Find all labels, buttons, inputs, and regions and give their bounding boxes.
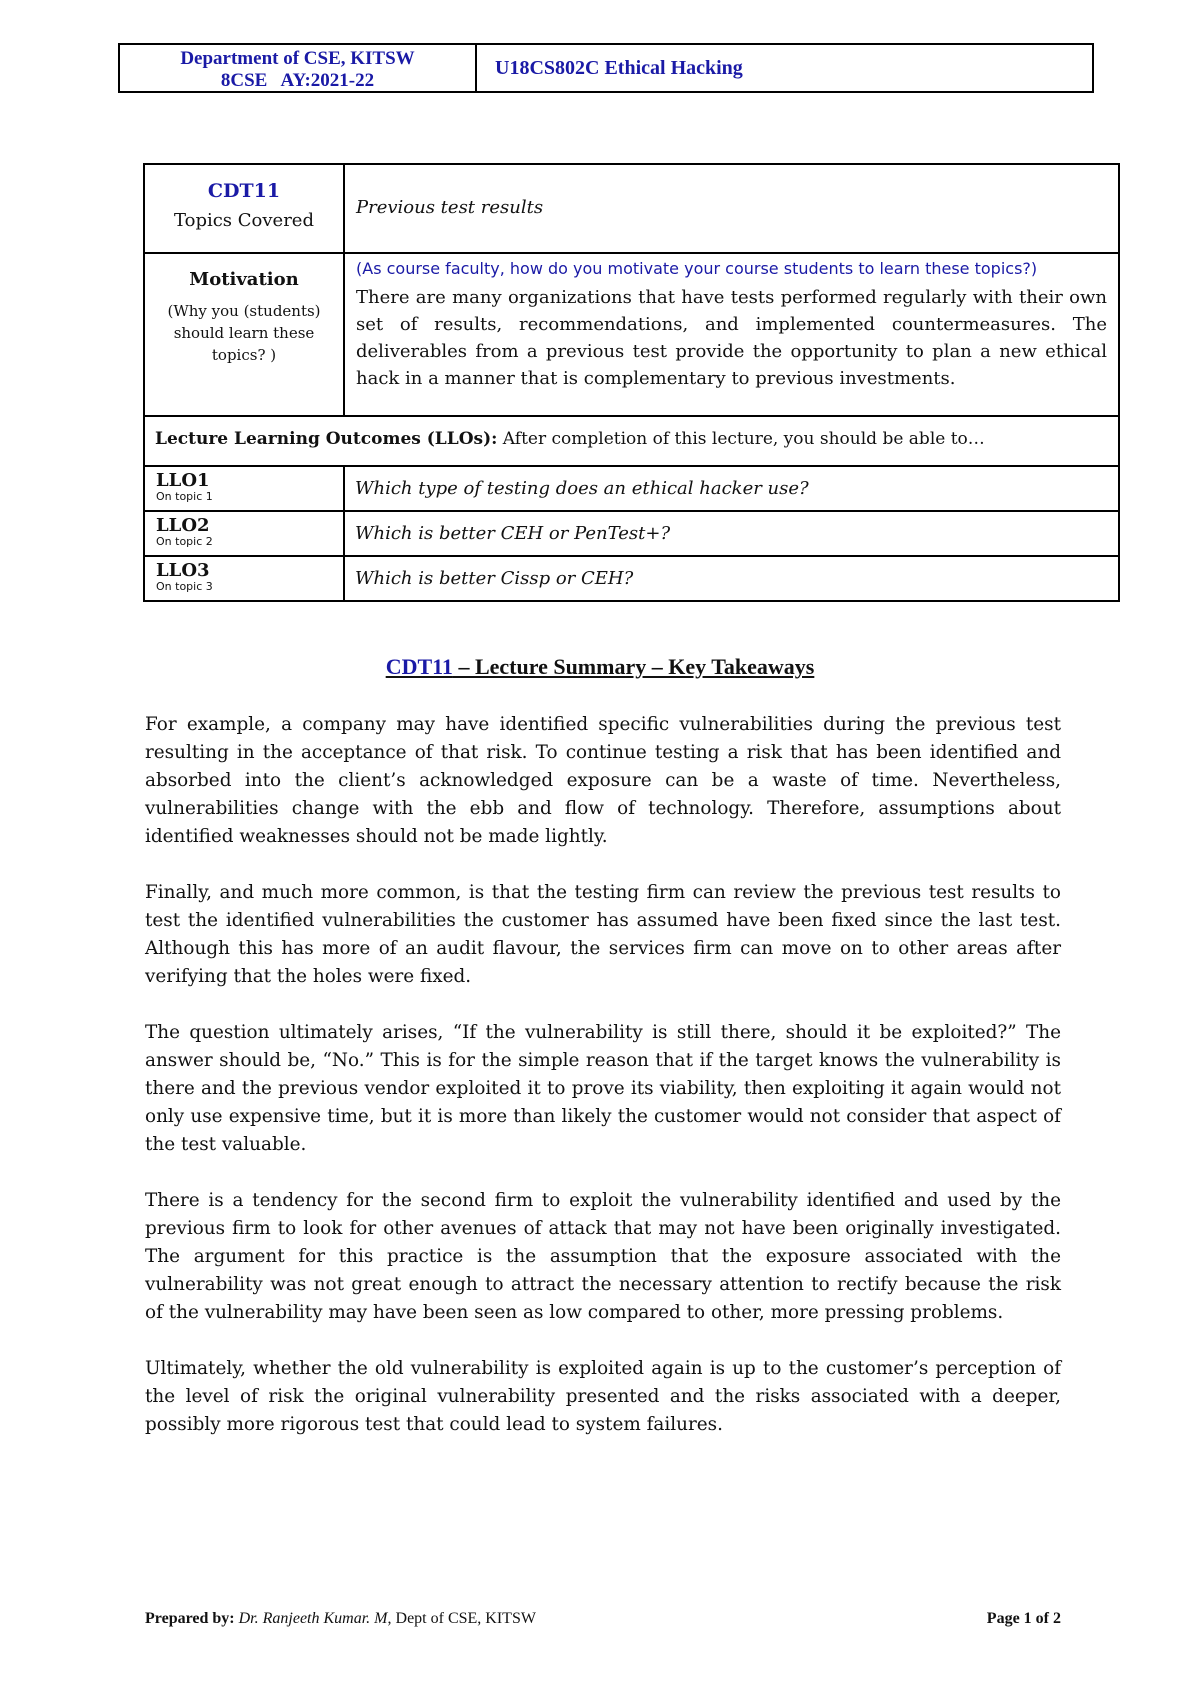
motivation-title: Motivation: [189, 269, 299, 290]
header-department: Department of CSE, KITSW: [180, 48, 415, 69]
llo-code: LLO3: [156, 560, 210, 581]
topic-text: Previous test results: [356, 197, 544, 218]
llo-topic: On topic 1: [156, 490, 213, 503]
footer-prepared-by: [145, 1610, 536, 1628]
cdt-table: [143, 163, 1120, 602]
llo-code: LLO2: [156, 515, 210, 536]
topic-cell: [144, 164, 344, 253]
summary-body: [145, 711, 1061, 1467]
document-header: [118, 43, 1094, 93]
summary-title-text: – Lecture Summary – Key Takeaways: [452, 654, 815, 679]
llo-code-cell: [144, 556, 344, 601]
llo-code: LLO1: [156, 470, 210, 491]
llo-topic: On topic 3: [156, 580, 213, 593]
llo-row: [144, 556, 1119, 601]
topic-code: CDT11: [207, 180, 281, 202]
topics-covered-label: Topics Covered: [174, 210, 314, 231]
footer-page-number: Page 1 of 2: [986, 1610, 1061, 1627]
summary-paragraph: Ultimately, whether the old vulnerability is exploited again is up to the customer’s perception of the level of risk the original vulnerability presented and the risks associated with a deeper, possibly more rigorous test that could lead to system failures.: [145, 1358, 1061, 1435]
llo-row: [144, 466, 1119, 511]
topic-text-cell: [344, 164, 1119, 253]
llo-question: Which is better CEH or PenTest+?: [344, 511, 1119, 556]
motivation-question: (As course faculty, how do you motivate your course students to learn these topics?): [356, 259, 1038, 278]
summary-title-code: CDT11: [385, 654, 453, 679]
llo-question: Which is better Cissp or CEH?: [344, 556, 1119, 601]
llo-heading-rest: After completion of this lecture, you should be able to…: [497, 429, 985, 449]
footer-dept: , Dept of CSE, KITSW: [387, 1610, 536, 1627]
summary-title: [0, 654, 1200, 680]
header-course-title: U18CS802C Ethical Hacking: [495, 56, 743, 79]
motivation-content-cell: [344, 253, 1119, 416]
summary-paragraph: The question ultimately arises, “If the vulnerability is still there, should it be exploited?” The answer should be, “No.” This is for the simple reason that if the target knows the vulnerability is there and the previous vendor exploited it to prove its viability, then exploiting it again would not only use expensive time, but it is more than likely the customer would not consider that aspect of the test valuable.: [145, 1022, 1061, 1155]
llo-topic: On topic 2: [156, 535, 213, 548]
header-academic-year: 8CSE AY:2021-22: [220, 70, 375, 91]
llo-row: [144, 511, 1119, 556]
motivation-cell: [144, 253, 344, 416]
footer-author: Dr. Ranjeeth Kumar. M: [238, 1610, 388, 1627]
llo-code-cell: [144, 511, 344, 556]
summary-paragraph: There is a tendency for the second firm to exploit the vulnerability identified and used by the previous firm to look for other avenues of attack that may not have been originally investigated. The argument for this practice is the assumption that the exposure associated with the vulnerability was not great enough to attract the necessary attention to rectify because the risk of the vulnerability may have been seen as low compared to other, more pressing problems.: [145, 1190, 1061, 1323]
summary-paragraph: For example, a company may have identified specific vulnerabilities during the previous test resulting in the acceptance of that risk. To continue testing a risk that has been identified and absorbed into the client’s acknowledged exposure can be a waste of time. Nevertheless, vulnerabilities change with the ebb and flow of technology. Therefore, assumptions about identified weaknesses should not be made lightly.: [145, 714, 1061, 847]
summary-paragraph: Finally, and much more common, is that the testing firm can review the previous test results to test the identified vulnerabilities the customer has assumed have been fixed since the last test. Although this has more of an audit flavour, the services firm can move on to other areas after verifying that the holes were fixed.: [145, 882, 1061, 987]
llo-heading-bold: Lecture Learning Outcomes (LLOs):: [155, 429, 498, 449]
footer-prepared-label: Prepared by:: [145, 1610, 239, 1627]
llo-question: Which type of testing does an ethical hacker use?: [344, 466, 1119, 511]
page-footer: [145, 1610, 1061, 1628]
motivation-subtitle: (Why you (students) should learn these topics? ): [167, 302, 321, 364]
llo-heading: [144, 416, 1119, 466]
motivation-text: There are many organizations that have tests performed regularly with their own set of results, recommendations, and implemented countermeasures. The deliverables from a previous test provide the opportunity to plan a new ethical hack in a manner that is complementary to previous investments.: [356, 287, 1107, 389]
llo-code-cell: [144, 466, 344, 511]
header-department-cell: [120, 45, 477, 91]
